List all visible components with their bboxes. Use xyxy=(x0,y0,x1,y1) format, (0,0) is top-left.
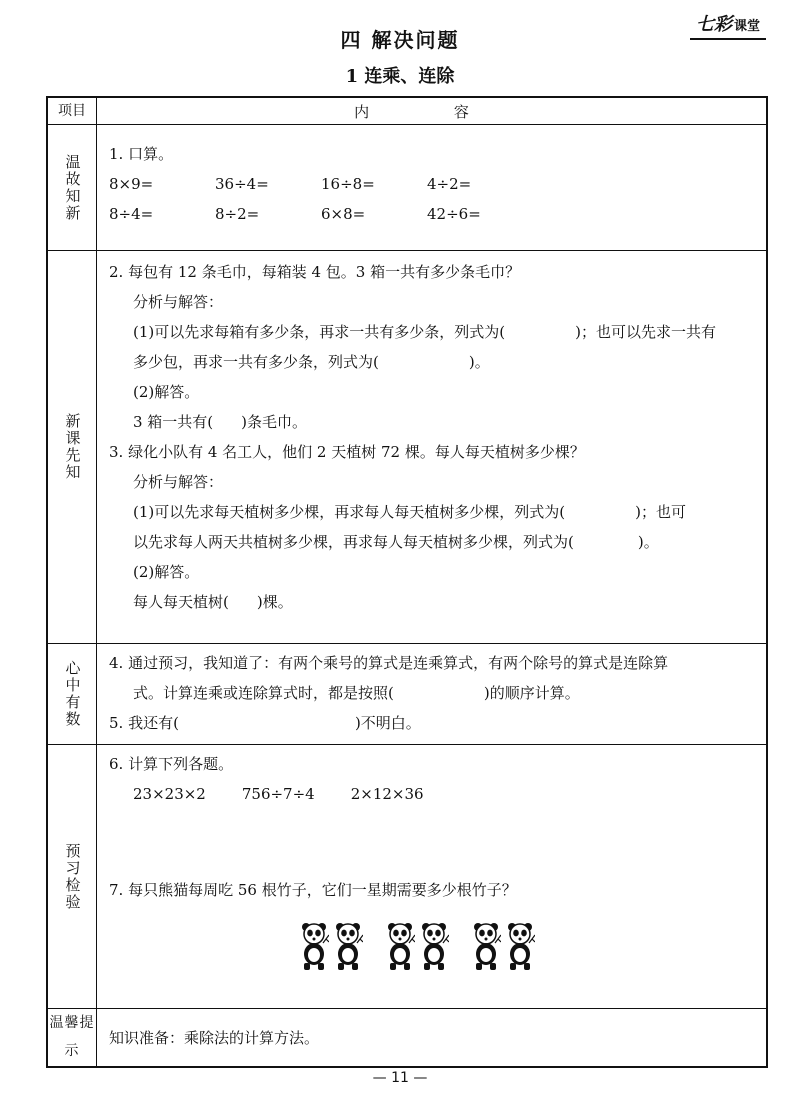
section-mind xyxy=(47,644,767,745)
panda-icon xyxy=(419,921,449,971)
expr: 8÷4= xyxy=(109,205,154,223)
section-body xyxy=(97,251,768,644)
text: )棵。 xyxy=(256,593,293,611)
section-new-lesson xyxy=(47,251,767,644)
panda-illustration xyxy=(109,921,754,981)
header-content: 内 容 xyxy=(97,97,768,125)
text: )的顺序计算。 xyxy=(483,684,580,702)
question-4: 4. 通过预习，我知道了：有两个乘号的算式是连乘算式，有两个除号的算式是连除算 xyxy=(109,654,669,672)
solve-label: (2)解答。 xyxy=(133,563,200,581)
expr: 6×8= xyxy=(321,205,366,223)
calc-row xyxy=(109,779,754,809)
q3-line-1 xyxy=(109,497,754,527)
work-space[interactable] xyxy=(109,809,754,875)
text: )条毛巾。 xyxy=(241,413,308,431)
expr: 8×9= xyxy=(109,175,154,193)
brand-sub: 课堂 xyxy=(733,19,760,34)
q2-line-1 xyxy=(109,317,754,347)
panda-icon xyxy=(385,921,415,971)
section-check xyxy=(47,745,767,1009)
q3-answer xyxy=(109,587,754,617)
unit-title: 四 解决问题 xyxy=(340,28,460,52)
section-body xyxy=(97,644,768,745)
analysis-label: 分析与解答： xyxy=(133,473,224,491)
question-7: 7. 每只熊猫每周吃 56 根竹子，它们一星期需要多少根竹子？ xyxy=(109,881,517,899)
text: )；也可以先求一共有 xyxy=(575,323,716,341)
section-body xyxy=(97,125,768,251)
analysis-label: 分析与解答： xyxy=(133,293,224,311)
text: 3 箱一共有( xyxy=(133,413,214,431)
text: (1)可以先求每箱有多少条，再求一共有多少条，列式为( xyxy=(133,323,506,341)
section-review xyxy=(47,125,767,251)
text: 式。计算连乘或连除算式时，都是按照( xyxy=(133,684,394,702)
header-item: 项目 xyxy=(47,97,97,125)
expr: 42÷6= xyxy=(427,205,481,223)
text: 以先求每人两天共植树多少棵，再求每人每天植树多少棵，列式为( xyxy=(133,533,574,551)
expr: 8÷2= xyxy=(215,205,260,223)
expr: 16÷8= xyxy=(321,175,375,193)
q2-line-2 xyxy=(109,347,754,377)
table-header-row xyxy=(47,97,767,125)
section-label: 温故知新 xyxy=(47,125,97,251)
expr: 756÷7÷4 xyxy=(241,785,315,803)
panda-icon xyxy=(505,921,535,971)
text: )不明白。 xyxy=(354,714,421,732)
text: )。 xyxy=(468,353,490,371)
expr: 23×23×2 xyxy=(133,785,206,803)
section-label: 温馨提示 xyxy=(47,1009,97,1067)
page-number: — 11 — xyxy=(372,1070,428,1086)
lesson-title: 1 连乘、连除 xyxy=(345,66,455,87)
text: )。 xyxy=(637,533,659,551)
oral-row-1 xyxy=(109,169,754,199)
text: 多少包，再求一共有多少条，列式为( xyxy=(133,353,379,371)
section-body xyxy=(97,745,768,1009)
section-label: 新课先知 xyxy=(47,251,97,644)
section-label: 心中有数 xyxy=(47,644,97,745)
expr: 4÷2= xyxy=(427,175,472,193)
expr: 2×12×36 xyxy=(350,785,424,803)
solve-label: (2)解答。 xyxy=(133,383,200,401)
question-2: 2. 每包有 12 条毛巾，每箱装 4 包。3 箱一共有多少条毛巾？ xyxy=(109,263,521,281)
oral-row-2 xyxy=(109,199,754,229)
section-label: 预习检验 xyxy=(47,745,97,1009)
section-tip xyxy=(47,1009,767,1067)
text: 5. 我还有( xyxy=(109,714,179,732)
q3-line-2 xyxy=(109,527,754,557)
tip-text: 知识准备：乘除法的计算方法。 xyxy=(109,1028,320,1047)
worksheet-table xyxy=(46,96,768,1068)
q4-line-2 xyxy=(109,678,754,708)
question-3: 3. 绿化小队有 4 名工人，他们 2 天植树 72 棵。每人每天植树多少棵？ xyxy=(109,443,585,461)
panda-icon xyxy=(333,921,363,971)
q2-answer xyxy=(109,407,754,437)
text: (1)可以先求每天植树多少棵，再求每人每天植树多少棵，列式为( xyxy=(133,503,566,521)
text: )；也可 xyxy=(635,503,686,521)
brand-name: 七彩 xyxy=(695,14,732,35)
panda-icon xyxy=(299,921,329,971)
expr: 36÷4= xyxy=(215,175,269,193)
panda-icon xyxy=(471,921,501,971)
question-1: 1. 口算。 xyxy=(109,145,174,163)
text: 每人每天植树( xyxy=(133,593,229,611)
section-body xyxy=(97,1009,768,1067)
question-6: 6. 计算下列各题。 xyxy=(109,755,234,773)
question-5 xyxy=(109,708,754,738)
